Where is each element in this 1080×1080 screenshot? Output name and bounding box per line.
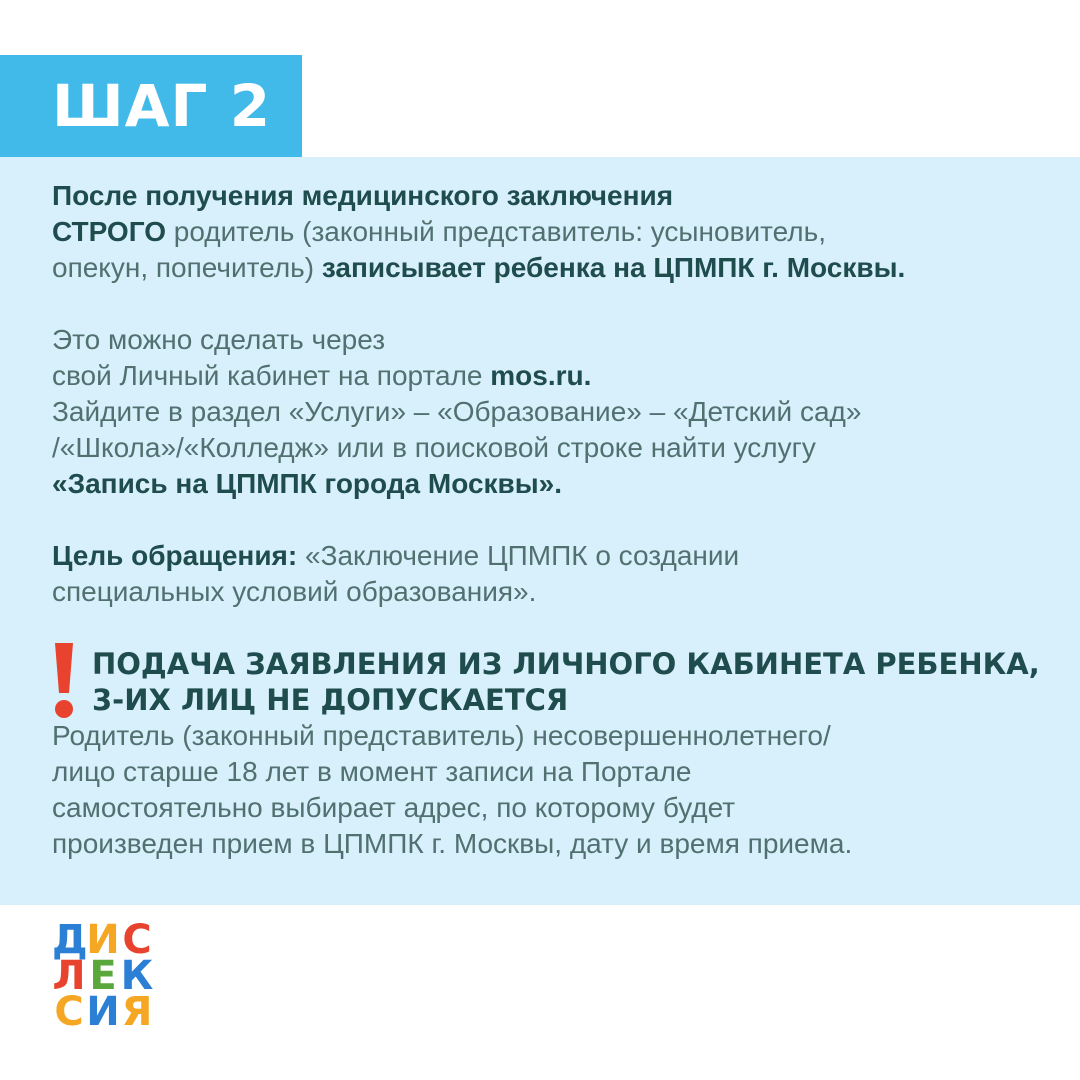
purpose-label: Цель обращения: xyxy=(52,540,298,571)
p1-line3-bold: записывает ребенка на ЦПМПК г. Москвы. xyxy=(321,252,906,283)
logo-letter: Е xyxy=(89,953,117,999)
logo-letter: И xyxy=(86,989,120,1035)
p1-strict-word: СТРОГО xyxy=(52,216,166,247)
logo-letter: Д xyxy=(52,917,88,963)
purpose-text-line1: «Заключение ЦПМПК о создании xyxy=(297,540,740,571)
p1-line3-regular: опекун, попечитель) xyxy=(52,252,322,283)
paragraph-parent-choice xyxy=(52,718,1062,862)
logo-letter: Л xyxy=(52,953,86,999)
p4-line2: лицо старше 18 лет в момент записи на Портале xyxy=(52,756,692,787)
p2-line1: Это можно сделать через xyxy=(52,324,386,355)
p2-line2-regular: свой Личный кабинет на портале xyxy=(52,360,491,391)
logo-letter: Я xyxy=(121,989,153,1035)
portal-name: mos.ru. xyxy=(490,360,592,391)
p2-line3: Зайдите в раздел «Услуги» – «Образование» – «Детский сад» xyxy=(52,396,862,427)
paragraph-purpose xyxy=(52,538,1062,610)
p1-line1: После получения медицинского заключения xyxy=(52,180,674,211)
p4-line4: произведен прием в ЦПМПК г. Москвы, дату и время приема. xyxy=(52,828,853,859)
paragraph-after-conclusion xyxy=(52,178,1062,286)
warning-block xyxy=(52,646,1062,718)
step-label: ШАГ 2 xyxy=(52,72,272,140)
step-badge xyxy=(0,55,302,157)
exclamation-icon xyxy=(50,641,78,721)
logo-letter: С xyxy=(122,917,152,963)
p2-line4: /«Школа»/«Колледж» или в поисковой строке найти услугу xyxy=(52,432,816,463)
warning-line1: ПОДАЧА ЗАЯВЛЕНИЯ ИЗ ЛИЧНОГО КАБИНЕТА РЕБЕНКА, xyxy=(92,647,1040,681)
p1-line2-rest: родитель (законный представитель: усыновитель, xyxy=(166,216,826,247)
paragraph-how-to xyxy=(52,322,1062,502)
dyslexia-logo xyxy=(52,917,156,1035)
logo-letter: К xyxy=(120,953,154,999)
service-name: «Запись на ЦПМПК города Москвы». xyxy=(52,468,563,499)
logo-letter: С xyxy=(54,989,84,1035)
warning-line2: 3-ИХ ЛИЦ НЕ ДОПУСКАЕТСЯ xyxy=(92,683,569,717)
p4-line1: Родитель (законный представитель) несовершеннолетнего/ xyxy=(52,720,831,751)
logo-letter: И xyxy=(86,917,120,963)
purpose-text-line2: специальных условий образования». xyxy=(52,576,537,607)
logo-row-3 xyxy=(52,989,156,1035)
p4-line3: самостоятельно выбирает адрес, по которому будет xyxy=(52,792,736,823)
main-content xyxy=(52,178,1062,862)
